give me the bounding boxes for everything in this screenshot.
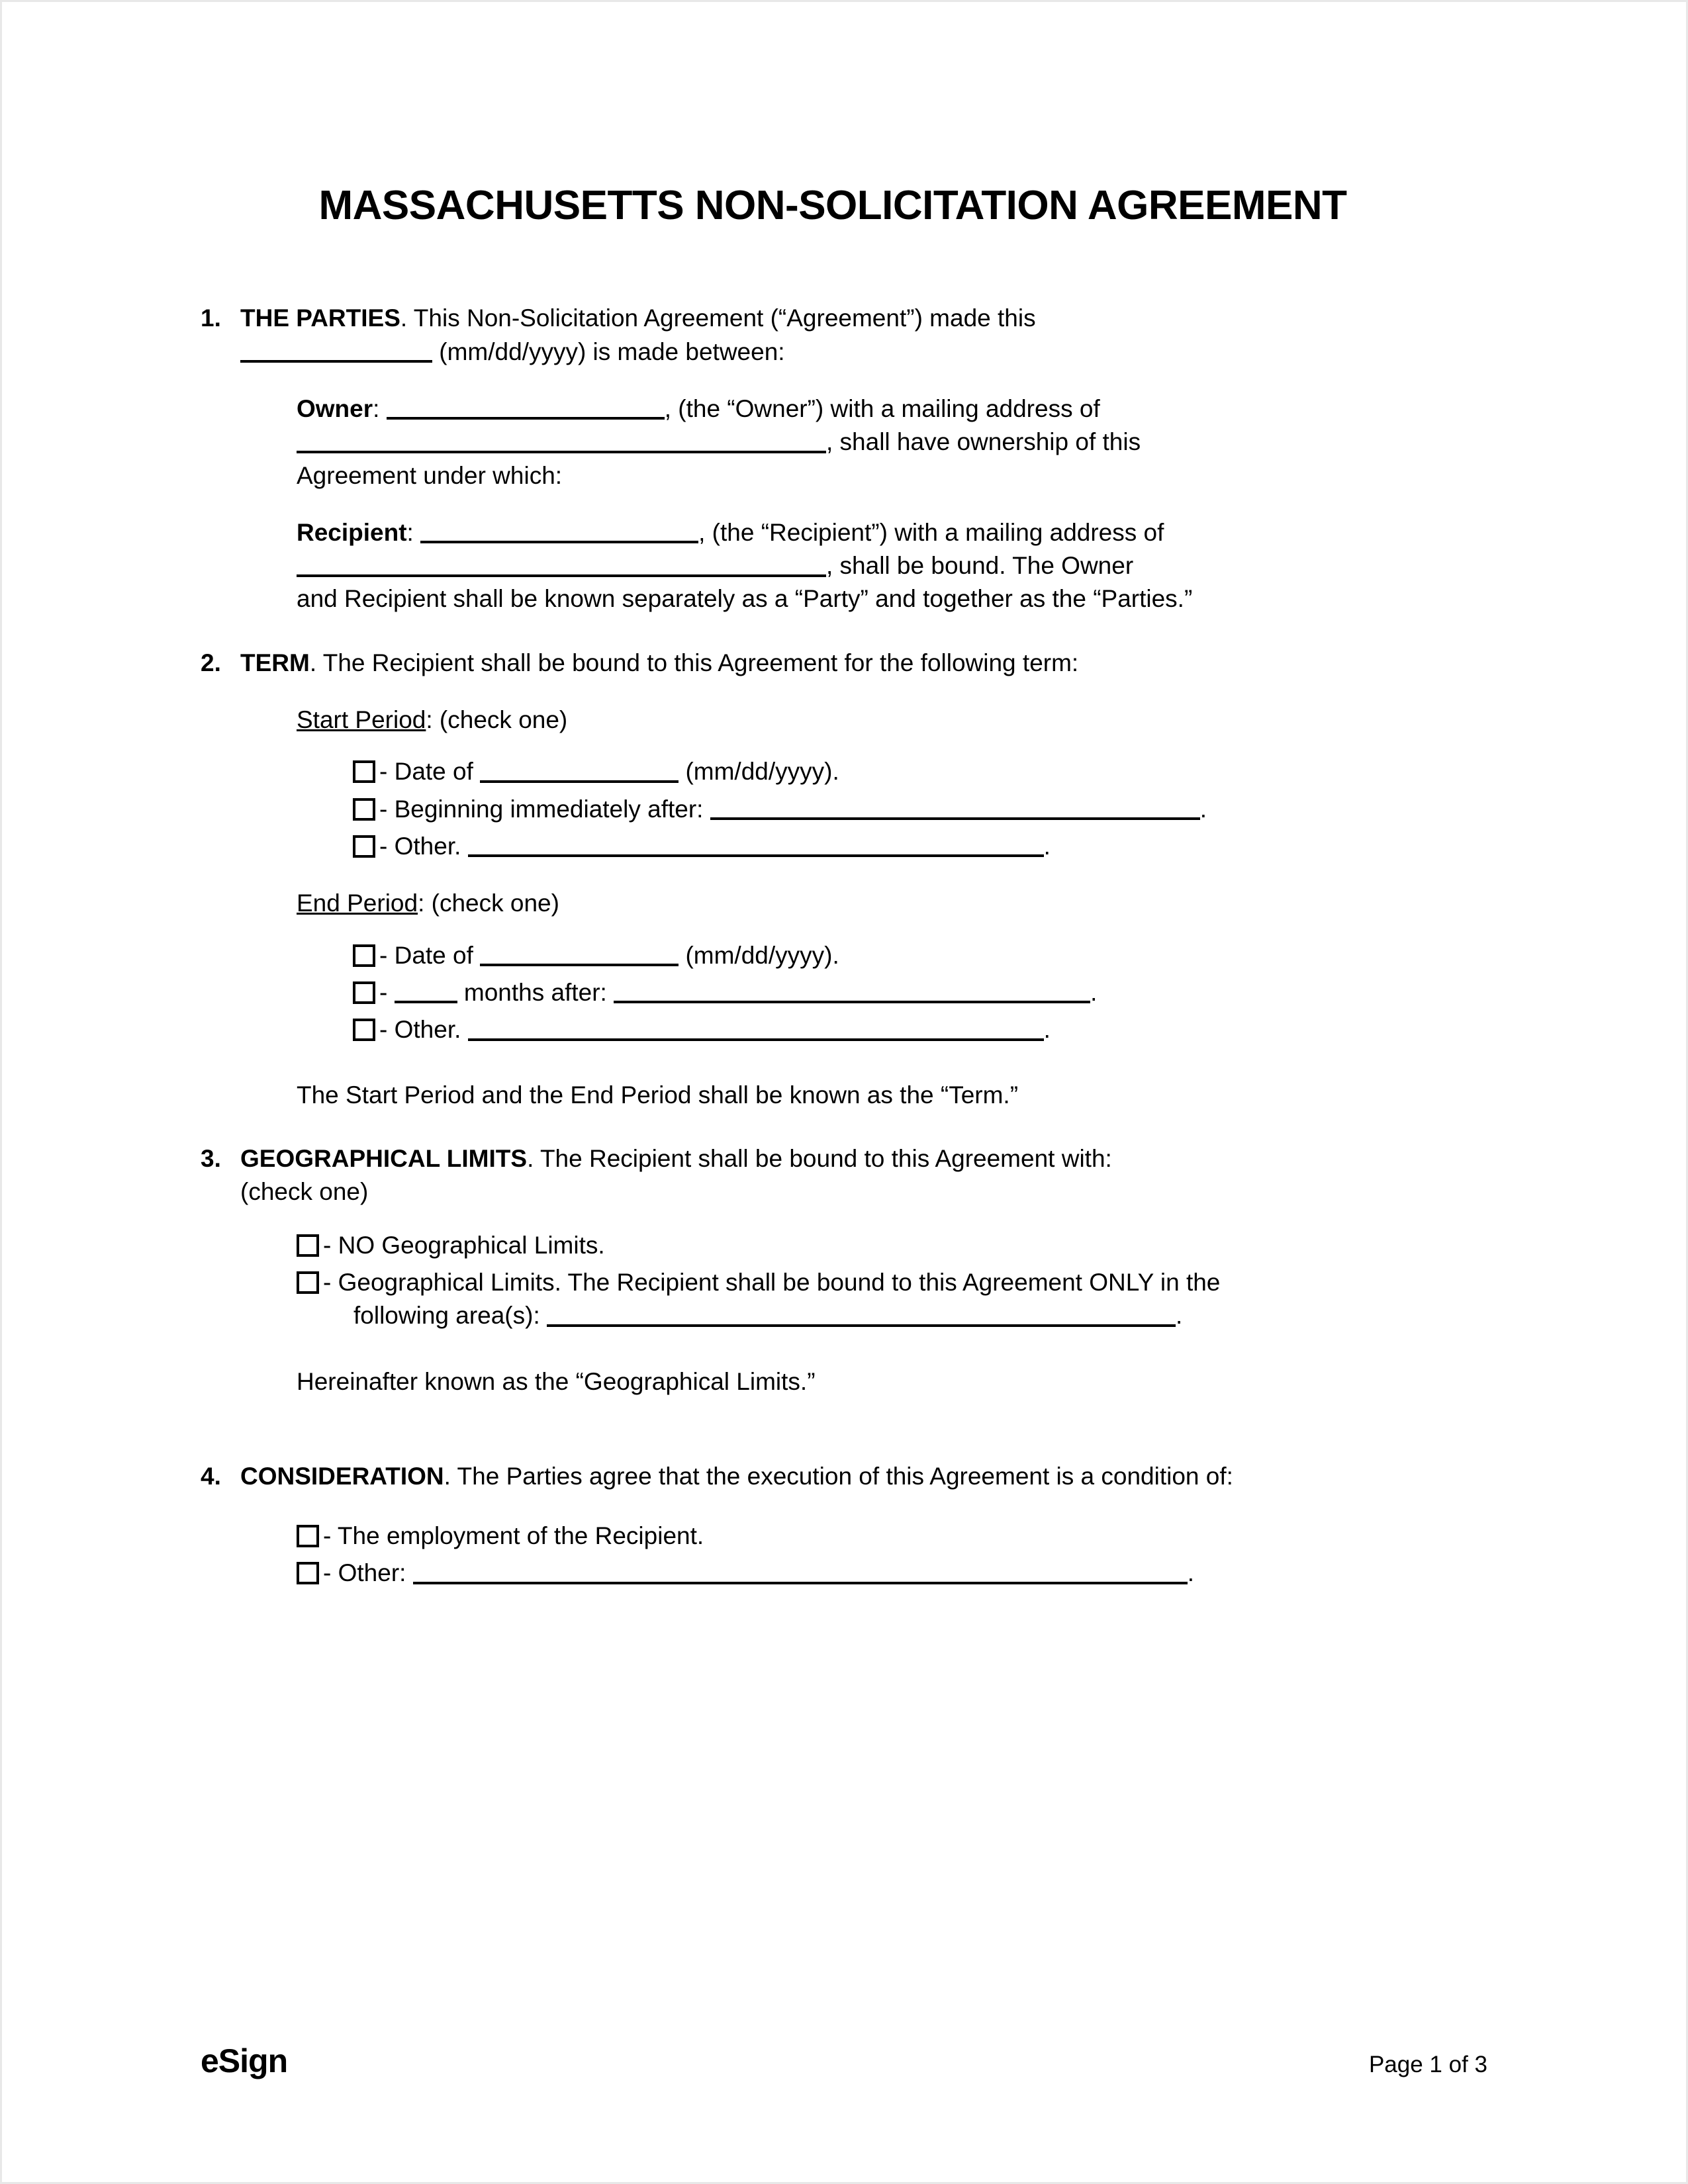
end-period-options: [353, 939, 1465, 1047]
end-option-date-post: (mm/dd/yyyy).: [685, 941, 839, 969]
start-option-date-post: (mm/dd/yyyy).: [685, 758, 839, 786]
geo-area-label: following area(s):: [353, 1302, 540, 1330]
end-period-label: End Period: [297, 889, 418, 917]
section-3-intro: [240, 1142, 1465, 1209]
end-date-blank[interactable]: [480, 940, 679, 966]
end-option-other-text: [379, 1013, 1465, 1046]
geo-option-limited[interactable]: [297, 1266, 1465, 1333]
checkbox-icon[interactable]: [297, 1525, 319, 1547]
end-option-months-mid: months after:: [463, 978, 607, 1006]
geo-option-limited-main: - Geographical Limits. The Recipient shall be bound to this Agreement ONLY in the: [323, 1268, 1221, 1296]
owner-ownership-text: , shall have ownership of this: [826, 428, 1141, 456]
end-months-count-blank[interactable]: [395, 978, 457, 1003]
esign-logo: eSign: [201, 2042, 288, 2079]
start-option-immediate-post: .: [1199, 795, 1207, 823]
section-1-date-format: (mm/dd/yyyy) is made between:: [439, 338, 785, 365]
section-3-intro-text: . The Recipient shall be bound to this Agreement with:: [527, 1144, 1112, 1172]
section-number: 4.: [201, 1462, 221, 1490]
end-option-months-post: .: [1090, 978, 1098, 1006]
checkbox-icon[interactable]: [353, 1019, 375, 1041]
start-option-date-text: [379, 755, 1465, 788]
consideration-other-label: - Other:: [323, 1559, 406, 1587]
start-option-other-post: .: [1043, 833, 1051, 860]
recipient-label: Recipient: [297, 518, 407, 546]
end-option-other-pre: - Other.: [379, 1016, 461, 1044]
consideration-option-employment-text: - The employment of the Recipient.: [323, 1522, 704, 1550]
page-title: MASSACHUSETTS NON-SOLICITATION AGREEMENT: [318, 183, 1347, 228]
consideration-option-other-text: [323, 1557, 1465, 1590]
recipient-descriptor: , (the “Recipient”) with a mailing address of: [698, 518, 1164, 546]
section-number: 2.: [201, 649, 221, 676]
agreement-date-blank[interactable]: [240, 337, 432, 363]
section-3-heading: GEOGRAPHICAL LIMITS: [240, 1144, 528, 1172]
start-option-immediate-pre: - Beginning immediately after:: [379, 795, 704, 823]
start-option-immediate-text: [379, 793, 1465, 826]
start-period-label: Start Period: [297, 706, 426, 734]
section-2-heading: TERM: [240, 649, 310, 676]
start-option-immediate[interactable]: [353, 793, 1465, 826]
checkbox-icon[interactable]: [353, 760, 375, 783]
owner-name-blank[interactable]: [387, 394, 665, 420]
end-months-event-blank[interactable]: [614, 978, 1090, 1003]
consideration-options: [297, 1520, 1465, 1590]
section-term: [201, 647, 1465, 1112]
checkbox-icon[interactable]: [297, 1271, 319, 1294]
owner-colon: :: [373, 394, 380, 422]
consideration-other-period: .: [1187, 1559, 1194, 1587]
end-option-months-pre: -: [379, 978, 388, 1006]
section-3-check-one: (check one): [240, 1178, 369, 1206]
owner-under-which: Agreement under which:: [297, 461, 563, 489]
page-footer: [201, 2042, 1487, 2080]
owner-address-blank[interactable]: [297, 428, 826, 453]
geo-option-none-text: - NO Geographical Limits.: [323, 1231, 605, 1259]
checkbox-icon[interactable]: [297, 1562, 319, 1584]
start-option-other-pre: - Other.: [379, 833, 461, 860]
geo-option-none[interactable]: [297, 1229, 1465, 1262]
section-number: 1.: [201, 304, 221, 332]
section-geographical-limits: [201, 1142, 1465, 1399]
section-2-intro: [240, 647, 1465, 680]
end-option-months-text: [379, 976, 1465, 1009]
start-period-label-row: [297, 704, 1465, 737]
end-period-label-row: [297, 887, 1465, 920]
section-2-intro-text: . The Recipient shall be bound to this Agreement for the following term:: [309, 649, 1079, 676]
end-option-months[interactable]: [353, 976, 1465, 1009]
end-option-other-post: .: [1043, 1016, 1051, 1044]
checkbox-icon[interactable]: [353, 981, 375, 1004]
section-the-parties: [201, 302, 1465, 616]
checkbox-icon[interactable]: [353, 944, 375, 967]
section-number: 3.: [201, 1144, 221, 1172]
section-1-heading: THE PARTIES: [240, 304, 400, 332]
end-option-date[interactable]: [353, 939, 1465, 972]
checkbox-icon[interactable]: [297, 1234, 319, 1257]
recipient-address-blank[interactable]: [297, 551, 826, 576]
page-number: Page 1 of 3: [1368, 2052, 1487, 2077]
start-option-date-pre: - Date of: [379, 758, 473, 786]
start-other-blank[interactable]: [468, 831, 1044, 857]
recipient-paragraph: [297, 516, 1465, 616]
consideration-option-other[interactable]: [297, 1557, 1465, 1590]
owner-paragraph: [297, 392, 1465, 492]
end-option-other[interactable]: [353, 1013, 1465, 1046]
section-consideration: [201, 1460, 1465, 1590]
consideration-other-blank[interactable]: [413, 1559, 1188, 1584]
geo-area-blank[interactable]: [547, 1300, 1176, 1326]
geo-area-row: [353, 1299, 1465, 1332]
section-1-intro: [240, 302, 1465, 369]
start-period-options: [353, 755, 1465, 863]
section-4-intro-text: . The Parties agree that the execution of this Agreement is a condition of:: [444, 1462, 1233, 1490]
geo-option-limited-text: [323, 1266, 1465, 1333]
owner-descriptor: , (the “Owner”) with a mailing address of: [664, 394, 1100, 422]
end-option-date-pre: - Date of: [379, 941, 473, 969]
checkbox-icon[interactable]: [353, 798, 375, 821]
consideration-option-employment[interactable]: [297, 1520, 1465, 1553]
end-other-blank[interactable]: [468, 1015, 1044, 1041]
section-4-heading: CONSIDERATION: [240, 1462, 444, 1490]
section-1-intro-text: . This Non-Solicitation Agreement (“Agreement”) made this: [400, 304, 1036, 332]
end-period-check-one: : (check one): [418, 889, 559, 917]
end-option-date-text: [379, 939, 1465, 972]
document-body: [201, 2, 1465, 1590]
start-option-date[interactable]: [353, 755, 1465, 788]
geographical-limits-options: [297, 1229, 1465, 1333]
term-closing: The Start Period and the End Period shall be known as the “Term.”: [297, 1081, 1019, 1109]
start-option-other[interactable]: [353, 830, 1465, 863]
recipient-colon: :: [406, 518, 414, 546]
parties-definition: and Recipient shall be known separately as a “Party” and together as the “Parties.”: [297, 585, 1193, 613]
geo-area-period: .: [1176, 1302, 1183, 1330]
start-period-check-one: : (check one): [426, 706, 568, 734]
owner-label: Owner: [297, 394, 373, 422]
checkbox-icon[interactable]: [353, 835, 375, 858]
section-4-intro: [240, 1460, 1465, 1493]
recipient-bound-text: , shall be bound. The Owner: [826, 552, 1134, 580]
geographical-limits-closing: Hereinafter known as the “Geographical Limits.”: [297, 1368, 816, 1396]
start-immediate-blank[interactable]: [710, 794, 1200, 820]
start-option-other-text: [379, 830, 1465, 863]
start-date-blank[interactable]: [480, 757, 679, 783]
recipient-name-blank[interactable]: [420, 518, 698, 543]
